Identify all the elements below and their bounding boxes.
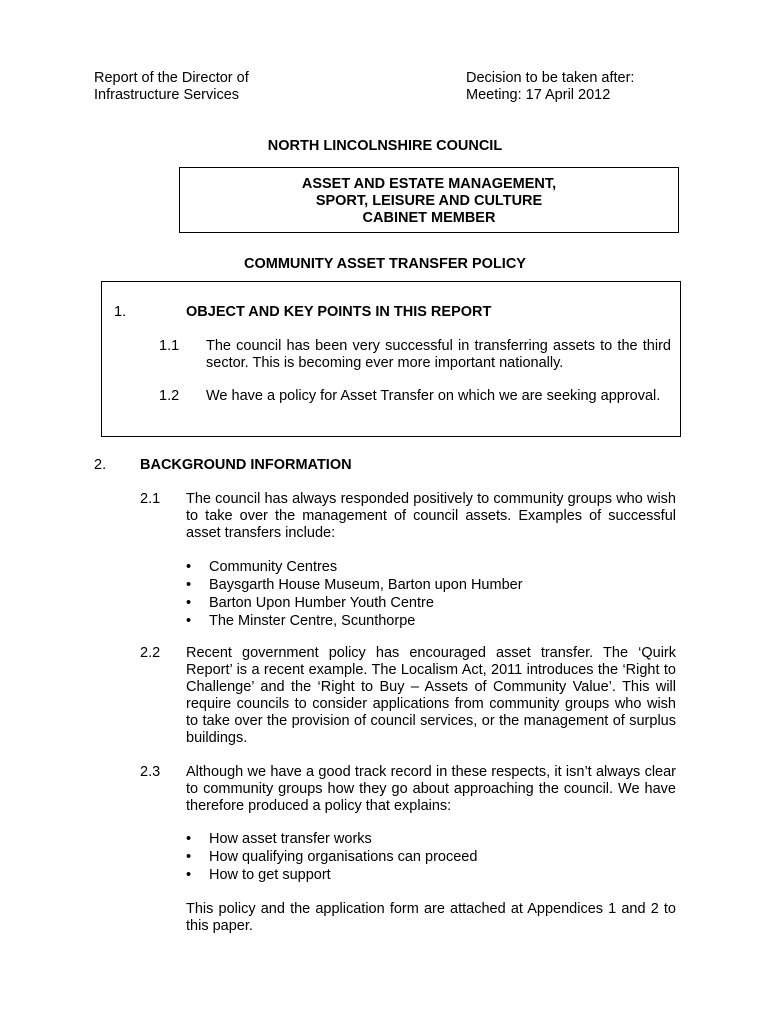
cabinet-member-box	[179, 167, 679, 233]
section1-number: 1.	[114, 304, 127, 320]
para-2-1-number: 2.1	[140, 491, 161, 507]
policy-title: COMMUNITY ASSET TRANSFER POLICY	[244, 256, 526, 272]
list-item: • How qualifying organisations can proceed	[186, 849, 477, 867]
report-author	[94, 70, 249, 104]
para-2-3-text: Although we have a good track record in these respects, it isn’t always clear to community groups how they go about approaching the council. We have therefore produced a policy that explains:	[186, 764, 676, 814]
list-item: • How asset transfer works	[186, 831, 477, 849]
list-item: • The Minster Centre, Scunthorpe	[186, 613, 523, 631]
report-author-line1: Report of the Director of	[94, 70, 249, 86]
decision-info-line1: Decision to be taken after:	[466, 70, 635, 86]
para-1-1-text: The council has been very successful in transferring assets to the third sector. This is becoming ever more important nationally.	[206, 338, 671, 371]
para-1-2-number: 1.2	[159, 388, 180, 404]
list-item: • Community Centres	[186, 559, 523, 577]
para-1-2-text: We have a policy for Asset Transfer on which we are seeking approval.	[206, 388, 661, 404]
cabinet-title-line3: CABINET MEMBER	[362, 210, 496, 226]
policy-explains-list	[186, 831, 477, 885]
section1-heading: OBJECT AND KEY POINTS IN THIS REPORT	[186, 304, 492, 320]
report-author-line2: Infrastructure Services	[94, 87, 240, 103]
section2-number: 2.	[94, 457, 107, 473]
para-2-2-text: Recent government policy has encouraged asset transfer. The ‘Quirk Report’ is a recent example. The Localism Act, 2011 introduces the ‘Right to Challenge’ and the ‘Right to Buy – Assets of Community Value’. This will require councils to consider applications from community groups who wish to take over the provision of council services, or the management of surplus buildings.	[186, 645, 676, 746]
para-1-1-number: 1.1	[159, 338, 180, 354]
appendices-note: This policy and the application form are attached at Appendices 1 and 2 to this paper.	[186, 901, 676, 934]
list-item: • Barton Upon Humber Youth Centre	[186, 595, 523, 613]
cabinet-title-line1: ASSET AND ESTATE MANAGEMENT,	[301, 176, 557, 192]
council-name: NORTH LINCOLNSHIRE COUNCIL	[267, 138, 503, 154]
para-2-3-number: 2.3	[140, 764, 161, 780]
decision-info	[466, 70, 634, 104]
asset-transfer-examples-list	[186, 559, 523, 631]
list-item: • How to get support	[186, 867, 477, 885]
para-2-1-text: The council has always responded positively to community groups who wish to take over the management of council assets. Examples of successful asset transfers include:	[186, 491, 676, 541]
list-item: • Baysgarth House Museum, Barton upon Humber	[186, 577, 523, 595]
para-2-2-number: 2.2	[140, 645, 161, 661]
cabinet-title-line2: SPORT, LEISURE AND CULTURE	[315, 193, 543, 209]
decision-info-line2: Meeting: 17 April 2012	[466, 87, 611, 103]
section2-heading: BACKGROUND INFORMATION	[140, 457, 352, 473]
